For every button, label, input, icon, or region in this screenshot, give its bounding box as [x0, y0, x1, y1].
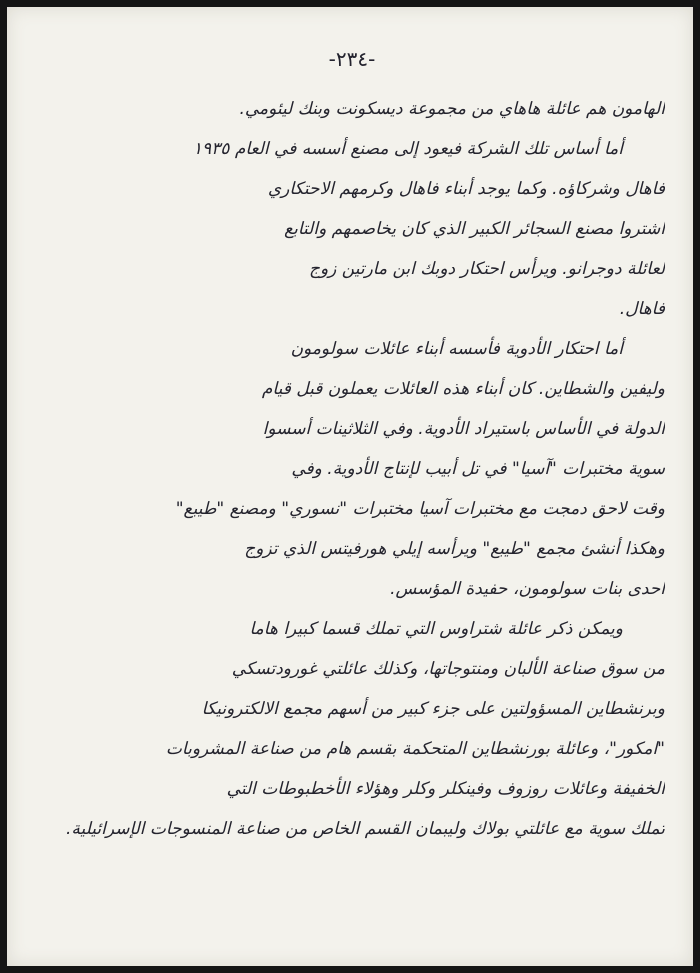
manuscript-page [7, 7, 693, 966]
text-line: لعائلة دوجرانو. ويرأس احتكار دوبك ابن مارتين زوج [308, 259, 665, 279]
text-line: ويمكن ذكر عائلة شتراوس التي تملك قسما كبيرا هاما [249, 619, 623, 639]
text-line: أما احتكار الأدوية فأسسه أبناء عائلات سولومون [290, 339, 623, 359]
text-line: احدى بنات سولومون، حفيدة المؤسس. [390, 579, 665, 599]
text-line: وليفين والشطاين. كان أبناء هذه العائلات يعملون قبل قيام [261, 379, 665, 399]
text-line: "امكور"، وعائلة بورنشطاين المتحكمة بقسم هام من صناعة المشروبات [165, 739, 665, 759]
text-line: تملك سوية مع عائلتي بولاك وليبمان القسم الخاص من صناعة المنسوجات الإسرائيلية. [65, 819, 665, 839]
text-line: من سوق صناعة الألبان ومنتوجاتها، وكذلك عائلتي غورودتسكي [231, 659, 665, 679]
text-line: فاهال. [619, 299, 665, 319]
text-line: اشتروا مصنع السجائر الكبير الذي كان يخاصمهم والتابع [284, 219, 665, 239]
page-number: -٢٣٤- [328, 47, 376, 71]
text-line: أما أساس تلك الشركة فيعود إلى مصنع أسسه في العام ١٩٣٥ [192, 139, 623, 159]
text-line: فاهال وشركاؤه. وكما يوجد أبناء فاهال وكرمهم الاحتكاري [267, 179, 665, 199]
text-line: الدولة في الأساس باستيراد الأدوية. وفي الثلاثينات أسسوا [262, 419, 665, 439]
text-line: وقت لاحق دمجت مع مختبرات آسيا مختبرات "نسوري" ومصنع "طيبع" [175, 499, 665, 519]
text-line: وبرنشطاين المسؤولتين على جزء كبير من أسهم مجمع الالكترونيكا [201, 699, 665, 719]
text-line: وهكذا أنشئ مجمع "طيبع" ويرأسه إيلي هورفيتس الذي تزوج [244, 539, 665, 559]
text-line: الخفيفة وعائلات روزوف وفينكلر وكلر وهؤلاء الأخطبوطات التي [226, 779, 665, 799]
text-line: الهامون هم عائلة هاهاي من مجموعة ديسكونت وبنك ليئومي. [239, 99, 665, 119]
text-line: سوية مختبرات "آسيا" في تل أبيب لإنتاج الأدوية. وفي [291, 459, 665, 479]
handwritten-text-block [35, 89, 665, 849]
